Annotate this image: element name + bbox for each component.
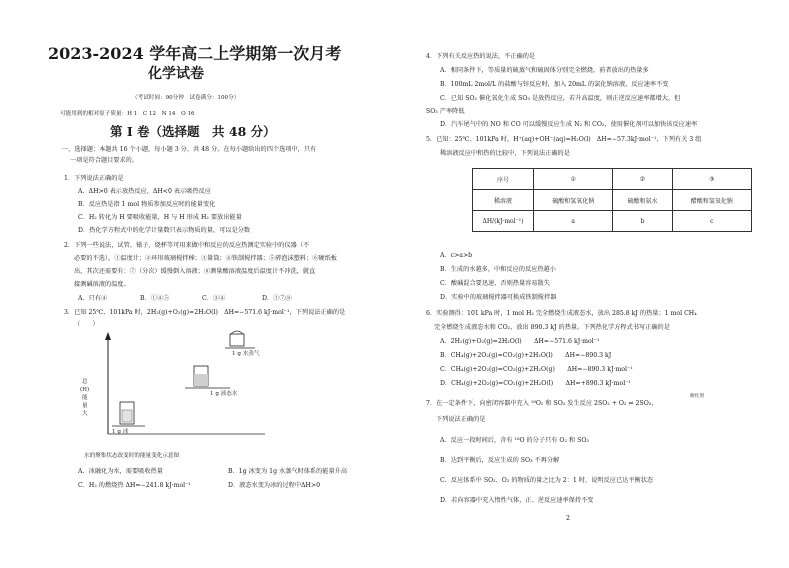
q5-table-row: [473, 190, 752, 211]
section-title: 第 I 卷（选择题 共 48 分）: [110, 124, 276, 139]
q5-table-cell: ③: [672, 169, 751, 190]
q1-option-a: A．ΔH>0 表示放热反应，ΔH<0 表示吸热反应: [78, 188, 211, 195]
q5-table-cell: c: [672, 211, 751, 232]
q5-table-cell: 稀溶液: [473, 190, 534, 211]
q5-option-b: B．生成的水越多，中和反应的反应热越小: [440, 266, 556, 273]
exam-subtitle: 化学试卷: [148, 66, 204, 82]
q3-stem-line-2: （ ）: [74, 321, 99, 328]
q1-option-b: B．反应热是指 1 mol 物质参加反应时的能量变化: [78, 201, 216, 208]
q5-table-cell: ①: [534, 169, 613, 190]
q3-option-a: A．冰融化为水，需要吸收热量: [78, 468, 163, 475]
q5-stem-2: 稀溶液反应中和热的比较中，下列说法正确的是: [440, 150, 570, 157]
q5-stem: 5．已知：25℃、101kPa 时，H⁺(aq)+OH⁻(aq)=H₂O(l) ΔH=−57.3kJ·mol⁻¹，下列有关 3 组: [426, 136, 702, 143]
q6-option-c: C．CH₄(g)+2O₂(g)=CO₂(g)+2H₂O(g) ΔH=−890.3 kJ·mol⁻¹: [440, 366, 633, 373]
q5-table-cell: 硫酸和氨水: [613, 190, 672, 211]
exam-info: （考试时间：90分钟 试卷满分：100分）: [132, 95, 240, 101]
q6-option-d: D．CH₄(g)+2O₂(g)=CO₂(g)+2H₂O(l) ΔH=+890.3 kJ·mol⁻¹: [440, 380, 631, 387]
q5-option-d: D．实验中的玻璃搅拌器可换成铁制搅拌器: [440, 294, 557, 301]
diagram-y-label-1: 总: [82, 379, 88, 385]
q2-option-a: A．只有④: [78, 295, 108, 302]
q6-option-a: A．2H₂(g)+O₂(g)=2H₂O(l) ΔH=−571.6 kJ·mol⁻¹: [440, 338, 600, 345]
diagram-label-liquid: 1 g 液态水: [210, 391, 238, 397]
instructions-line-1: 一、选择题：本题共 16 个小题，每小题 3 分，共 48 分。在每小题给出的四个选项中，只有: [62, 146, 317, 153]
q2-stem-line-3: 出，其次还需要有：⑦（分次）缓慢倒入溶液；⑧测量酸溶液温度后温度计不冲洗，就直: [74, 268, 316, 275]
q2-option-d: D．①⑦⑧: [262, 295, 292, 302]
q3-stem-line-1: 3．已知 25℃、101kPa 时，2H₂(g)+O₂(g)=2H₂O(l) ΔH=−571.6 kJ·mol⁻¹，下列说法正确的是: [64, 309, 346, 316]
q5-option-c: C．酸碱混合要迅速，否则热量容易散失: [440, 280, 550, 287]
diagram-label-ice: 1 g 冰: [112, 429, 129, 435]
q4-option-d: D．汽车尾气中的 NO 和 CO 可以缓慢反应生成 N₂ 和 CO₂，使用催化剂可以加快该反应速率: [440, 121, 698, 128]
q2-stem-line-2: 必要的不选）。①温度计；②环形玻璃搅拌棒；③量筒；④铁制搅拌器；⑤碎泡沫塑料；⑥硬纸板: [74, 255, 337, 262]
instructions-line-2: 一项是符合题目要求的。: [70, 157, 139, 164]
q7-catalyst-label: 催化剂: [690, 394, 704, 399]
diagram-y-label-3: 能: [82, 395, 88, 401]
q4-option-b: B．100mL 2mol/L 的盐酸与锌反应时，加入 20mL 的氯化钠溶液，反应速率不变: [440, 81, 669, 88]
q2-option-c: C．③④: [202, 295, 226, 302]
diagram-y-label-4: 量: [82, 403, 88, 409]
atomic-mass: 可能用到的相对原子质量：H 1 C 12 N 14 O 16: [60, 111, 195, 117]
q7-option-d: D．若向容器中充入惰性气体，正、逆反应速率保持不变: [440, 497, 594, 504]
q3-option-d: D．液态水变为冰的过程中ΔH>0: [228, 482, 321, 489]
diagram-caption: 水的聚集状态改变时的能量变化示意图: [84, 453, 180, 459]
q5-table: [472, 168, 752, 232]
q5-table-cell: 序号: [473, 169, 534, 190]
q6-stem-line-2: 完全燃烧生成液态水和 CO₂，放出 890.3 kJ 的热量。下列热化学方程式书写正确的是: [434, 324, 670, 331]
q1-option-d: D．热化学方程式中的化学计量数只表示物质的量，可以是分数: [78, 227, 251, 234]
q5-table-cell: ②: [613, 169, 672, 190]
diagram-label-vapour: 1 g 水蒸气: [232, 351, 260, 357]
q5-table-cell: 硫酸和氢氧化钠: [534, 190, 613, 211]
q6-option-b: B．CH₄(g)+2O₂(g)=CO₂(g)+2H₂O(l) ΔH=−890.3 kJ: [440, 352, 612, 359]
q7-option-a: A．反应一段时间后，含有 ¹⁸O 的分子只有 O₂ 和 SO₃: [440, 437, 589, 444]
q5-table-cell: 醋酸和氢氧化钠: [672, 190, 751, 211]
q7-stem: 7．在一定条件下，向密闭容器中充入 ¹⁸O₂ 和 SO₂ 发生反应 2SO₂ + O₂ ⇌ 2SO₃，: [426, 400, 658, 407]
q3-option-c: C．H₂ 的燃烧热 ΔH=−241.8 kJ·mol⁻¹: [78, 482, 191, 489]
q2-option-b: B．①④⑤: [140, 295, 170, 302]
right-page: [400, 0, 789, 568]
q7-option-b: B．达到平衡后，反应生成的 SO₃ 不再分解: [440, 457, 560, 464]
q4-stem: 4．下列有关反应热的说法，不正确的是: [426, 53, 536, 60]
diagram-y-label-2: (H): [80, 387, 90, 393]
page-number: 2: [566, 515, 570, 522]
q5-table-cell: ΔH/(kJ·mol⁻¹): [473, 211, 534, 232]
diagram-y-label-5: 大: [82, 411, 88, 417]
q2-stem-line-4: 接测碱溶液的温度。: [74, 281, 130, 288]
q6-stem-line-1: 6．实验测得：101 kPa 时，1 mol H₂ 完全燃烧生成液态水，放出 285.8 kJ 的热量；1 mol CH₄: [426, 310, 697, 317]
q4-option-c: C．已知 SO₂ 催化氧化生成 SO₃ 是放热反应，若升高温度，则正逆反应速率都增大，但: [440, 95, 681, 102]
exam-title: 2023-2024 学年高二上学期第一次月考: [48, 44, 342, 63]
q4-option-c-cont: SO₃ 产率降低: [426, 108, 465, 115]
q1-option-c: C．H₂ 转化为 H 要吸收能量，H 与 H 形成 H₂ 要放出能量: [78, 214, 242, 221]
q7-stem-2: 下列说法正确的是: [436, 416, 486, 423]
q5-option-a: A．c>a>b: [440, 252, 473, 259]
q5-table-header-row: [473, 169, 752, 190]
q5-table-row: [473, 211, 752, 232]
q4-option-a: A．相同条件下，等质量的硫蒸气和硫固体分别完全燃烧，前者放出的热量多: [440, 67, 649, 74]
q3-option-b: B．1g 冰变为 1g 水蒸气时体系的能量升高: [228, 468, 348, 475]
q5-table-cell: a: [534, 211, 613, 232]
q1-stem: 1．下列说法正确的是: [64, 175, 124, 182]
q5-table-cell: b: [613, 211, 672, 232]
q7-option-c: C．反应体系中 SO₂、O₂ 的物质的量之比为 2：1 时，说明反应已达平衡状态: [440, 477, 654, 484]
q2-stem-line-1: 2．下列一些说法，试管、镊子、烧杯等可用来做中和反应的反应热测定实验中的仪器（不: [64, 242, 310, 249]
